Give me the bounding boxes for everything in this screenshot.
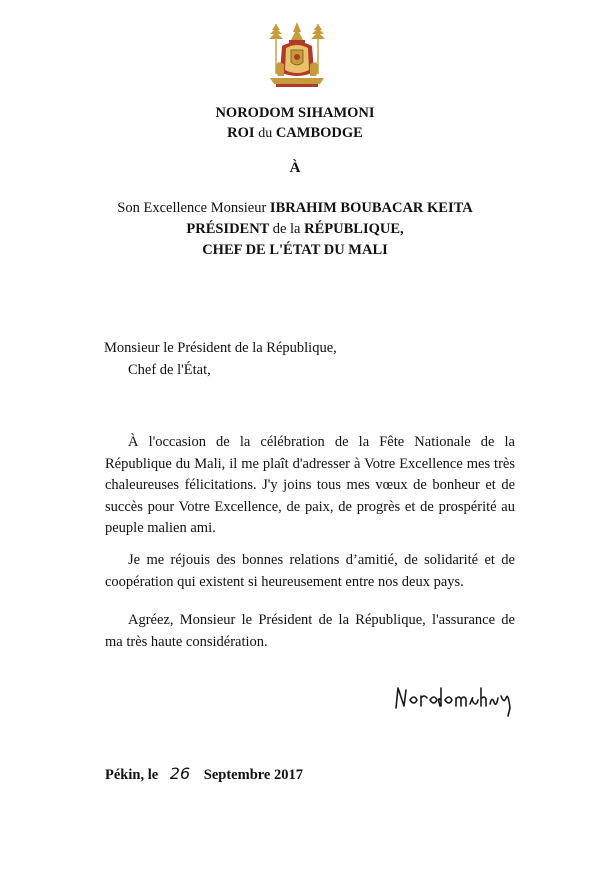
- sender-title-roi: ROI: [227, 125, 255, 141]
- dateline-month-year: Septembre 2017: [203, 767, 303, 783]
- addressed-to: À: [289, 160, 301, 176]
- recipient-title-president: PRÉSIDENT: [186, 221, 270, 237]
- sender-block: [0, 103, 590, 144]
- recipient-title-of: de la: [272, 221, 301, 237]
- recipient-line-1: [0, 198, 590, 219]
- body-paragraph-2: Je me réjouis des bonnes relations d’amitié, de solidarité et de coopération qui existent si heureusement entre nos deux pays.: [105, 552, 515, 590]
- salutation-line-2: Chef de l'État,: [128, 362, 211, 378]
- recipient-honorific: Son Excellence Monsieur: [117, 200, 267, 216]
- salutation: [104, 337, 337, 381]
- recipient-line-2: [0, 219, 590, 240]
- dateline-place: Pékin, le: [105, 767, 159, 783]
- body-paragraph-1: À l'occasion de la célébration de la Fête Nationale de la République du Mali, il me plaît d'adresser à Votre Excellence mes très chaleureuses félicitations. J'y joins tous mes vœux de bonheur et de succès pour Votre Excellence, de paix, de progrès et de prospérité au peuple malien ami.: [105, 434, 515, 536]
- royal-crest-emblem: [262, 22, 332, 90]
- handwritten-signature: [390, 678, 520, 718]
- sender-title-du: du: [258, 126, 273, 141]
- recipient-line-3: CHEF DE L'ÉTAT DU MALI: [202, 242, 388, 258]
- recipient-title-republic: RÉPUBLIQUE,: [304, 221, 404, 237]
- dateline: [105, 764, 303, 784]
- sender-title: [0, 123, 590, 144]
- sender-title-country: CAMBODGE: [275, 125, 363, 141]
- recipient-name: IBRAHIM BOUBACAR KEITA: [269, 200, 473, 216]
- sender-name: NORODOM SIHAMONI: [215, 105, 375, 121]
- salutation-line-1: Monsieur le Président de la République,: [104, 340, 337, 356]
- body-paragraph-3: Agréez, Monsieur le Président de la République, l'assurance de ma très haute considération.: [105, 612, 515, 650]
- recipient-block: [0, 198, 590, 261]
- dateline-day: 26: [169, 764, 191, 783]
